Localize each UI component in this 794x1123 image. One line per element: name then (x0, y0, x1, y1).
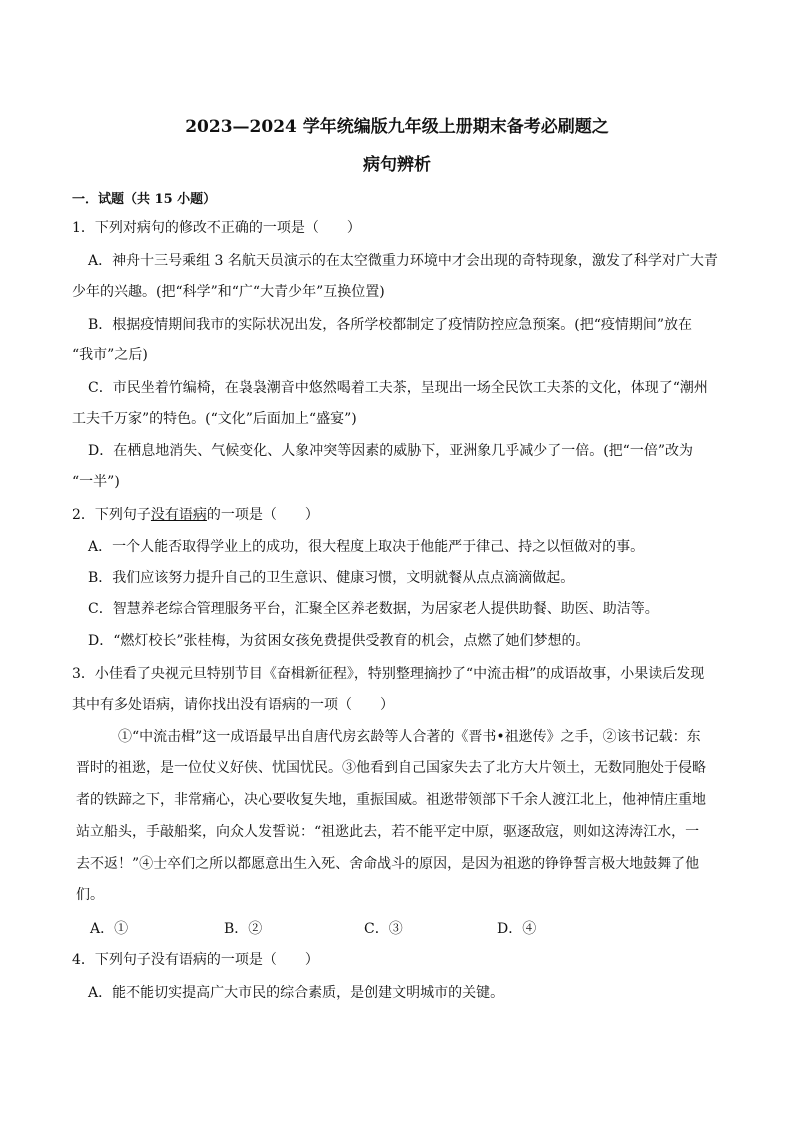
question-1-option-c-cont: 工夫千万家”的特色。(“文化”后面加上“盛宴”) (72, 411, 357, 427)
question-3-passage-line: ①“中流击楫”这一成语最早出自唐代房玄龄等人合著的《晋书•祖逖传》之手，②该书记载：东 (118, 729, 701, 745)
question-2-option-d: D．“燃灯校长”张桂梅，为贫困女孩免费提供受教育的机会，点燃了她们梦想的。 (88, 633, 590, 649)
question-2-option-a: A．一个人能否取得学业上的成功，很大程度上取决于他能严于律己、持之以恒做对的事。 (88, 539, 645, 555)
section-header: 一．试题（共 15 小题） (72, 192, 217, 207)
question-4-stem: 4．下列句子没有语病的一项是（ ） (72, 952, 319, 968)
question-1-option-a: A．神舟十三号乘组 3 名航天员演示的在太空微重力环境中才会出现的奇特现象，激发了科学对广大青 (88, 253, 718, 269)
question-3-option-b: B．② (224, 921, 263, 937)
question-3-stem: 3．小佳看了央视元旦特别节目《奋楫新征程》，特别整理摘抄了“中流击楫”的成语故事，小果读后发现 (72, 666, 705, 682)
question-1-option-d-cont: “一半”) (72, 474, 120, 490)
question-3-passage-line: 者的铁蹄之下，非常痛心，决心要收复失地，重振国威。祖逖带领部下千余人渡江北上，他神情庄重地 (76, 792, 706, 808)
question-2-option-c: C．智慧养老综合管理服务平台，汇聚全区养老数据，为居家老人提供助餐、助医、助洁等。 (88, 601, 659, 617)
question-2-option-b: B．我们应该努力提升自己的卫生意识、健康习惯，文明就餐从点点滴滴做起。 (88, 570, 575, 586)
question-2-stem-prefix: 2．下列句子 (72, 507, 151, 523)
question-3-passage-line: 站立船头，手敲船桨，向众人发誓说：“祖逖此去，若不能平定中原，驱逐敌寇，则如这涛涛江水，一 (76, 824, 700, 840)
question-1-stem: 1．下列对病句的修改不正确的一项是（ ） (72, 220, 361, 236)
question-4-option-a: A．能不能切实提高广大市民的综合素质，是创建文明城市的关键。 (88, 985, 505, 1001)
question-3-option-a: A．① (90, 921, 129, 937)
document-subtitle: 病句辨析 (363, 155, 431, 175)
question-3-passage-line: 去不返！”④士卒们之所以都愿意出生入死、舍命战斗的原因，是因为祖逖的铮铮誓言极大地鼓舞了他 (76, 856, 700, 872)
question-1-option-a-cont: 少年的兴趣。(把“科学”和“广“大青少年”互换位置) (72, 284, 385, 300)
question-2-stem (72, 505, 319, 525)
question-1-option-c: C．市民坐着竹编椅，在袅袅潮音中悠然喝着工夫茶，呈现出一场全民饮工夫茶的文化，体现了“潮州 (88, 380, 708, 396)
question-3-stem-cont: 其中有多处语病，请你找出没有语病的一项（ ） (72, 697, 394, 713)
question-1-option-b: B．根据疫情期间我市的实际状况出发，各所学校都制定了疫情防控应急预案。(把“疫情期间”放在 (88, 317, 693, 333)
question-2-stem-suffix: 的一项是（ ） (206, 507, 319, 523)
question-1-option-d: D．在栖息地消失、气候变化、人象冲突等因素的威胁下，亚洲象几乎减少了一倍。(把“一倍”改为 (88, 443, 693, 459)
question-3-option-d: D．④ (497, 921, 537, 937)
question-2-stem-emphasis: 没有语病 (150, 507, 207, 523)
document-title: 2023—2024 学年统编版九年级上册期末备考必刷题之 (185, 117, 609, 137)
question-1-option-b-cont: “我市”之后) (72, 347, 148, 363)
question-3-passage-line: 晋时的祖逖，是一位仗义好侠、忧国忧民。③他看到自己国家失去了北方大片领土，无数同胞处于侵略 (76, 760, 706, 776)
question-3-option-c: C．③ (364, 921, 403, 937)
question-3-passage-line: 们。 (76, 887, 104, 903)
